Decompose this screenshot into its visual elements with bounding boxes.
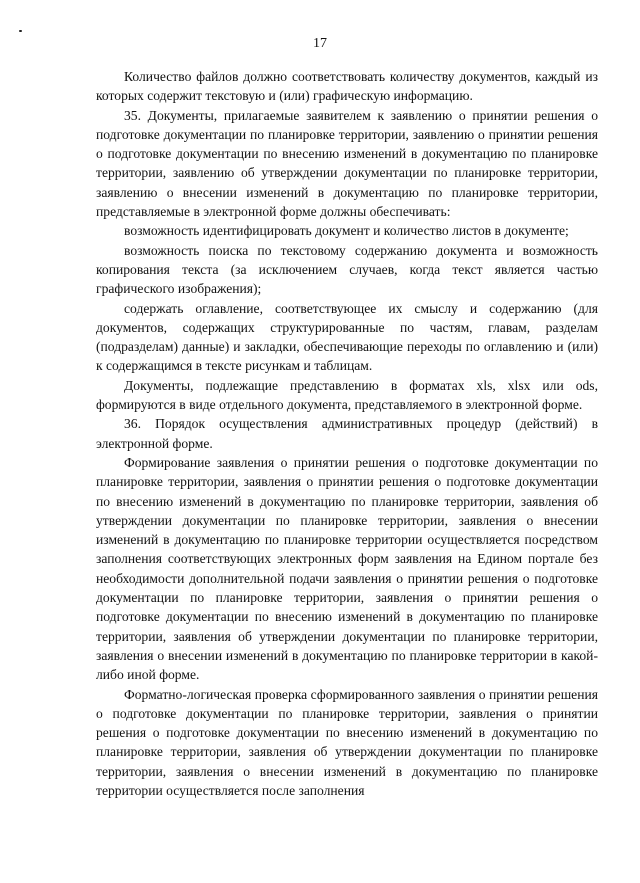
paragraph-application-forming: Формирование заявления о принятии решения о подготовке документации по планировке территории, заявления о принятии решения о подготовке документации по внесению изменений в документацию по планировке территории, заявления об утверждении документации по планировке территории, заявления о внесении изменений в документацию по планировке территории осуществляется посредством заполнения соответствующих электронных форм заявления на Едином портале без необходимости дополнительной подачи заявления о принятии решения о подготовке документации по планировке территории, заявления о принятии решения о подготовке документации по внесению изменений в документацию по планировке территории, заявления об утверждении документации по планировке территории, заявления о внесении изменений в документацию по планировке территории в какой-либо иной форме.	[96, 454, 598, 683]
paragraph-35-requirements: 35. Документы, прилагаемые заявителем к заявлению о принятии решения о подготовке документации по планировке территории, заявлению о принятии решения о подготовке документации по внесению изменений в документацию по планировке территории, заявлению об утверждении документации по планировке территории, заявлению о внесении изменений в документацию по планировке территории, представляемые в электронной форме должны обеспечивать:	[96, 107, 598, 220]
document-body	[96, 67, 598, 800]
paragraph-text-search: возможность поиска по текстовому содержанию документа и возможность копирования текста (за исключением случаев, когда текст является частью графического изображения);	[96, 242, 598, 297]
paragraph-table-of-contents: содержать оглавление, соответствующее их смыслу и содержанию (для документов, содержащих структурированные по частям, главам, разделам (подразделам) данные) и закладки, обеспечивающие переходы по оглавлению и (или) к содержащимся в тексте рисункам и таблицам.	[96, 300, 598, 374]
paragraph-36-procedure: 36. Порядок осуществления административных процедур (действий) в электронной форме.	[96, 416, 598, 451]
paragraph-file-count: Количество файлов должно соответствовать количеству документов, каждый из которых содержит текстовую и (или) графическую информацию.	[96, 69, 598, 104]
scan-speck	[19, 30, 22, 32]
paragraph-format-logical-check: Форматно-логическая проверка сформированного заявления о принятии решения о подготовке документации по планировке территории, заявления о принятии решения о подготовке документации по внесению изменений в документацию по планировке территории, заявления об утверждении документации по планировке территории, заявления о внесении изменений в документацию по планировке территории осуществляется после заполнения	[96, 686, 598, 798]
page-number: 17	[313, 36, 327, 51]
paragraph-identify-document: возможность идентифицировать документ и количество листов в документе;	[124, 223, 569, 239]
paragraph-spreadsheet-formats: Документы, подлежащие представлению в форматах xls, xlsx или ods, формируются в виде отдельного документа, представляемого в электронной форме.	[96, 377, 598, 413]
